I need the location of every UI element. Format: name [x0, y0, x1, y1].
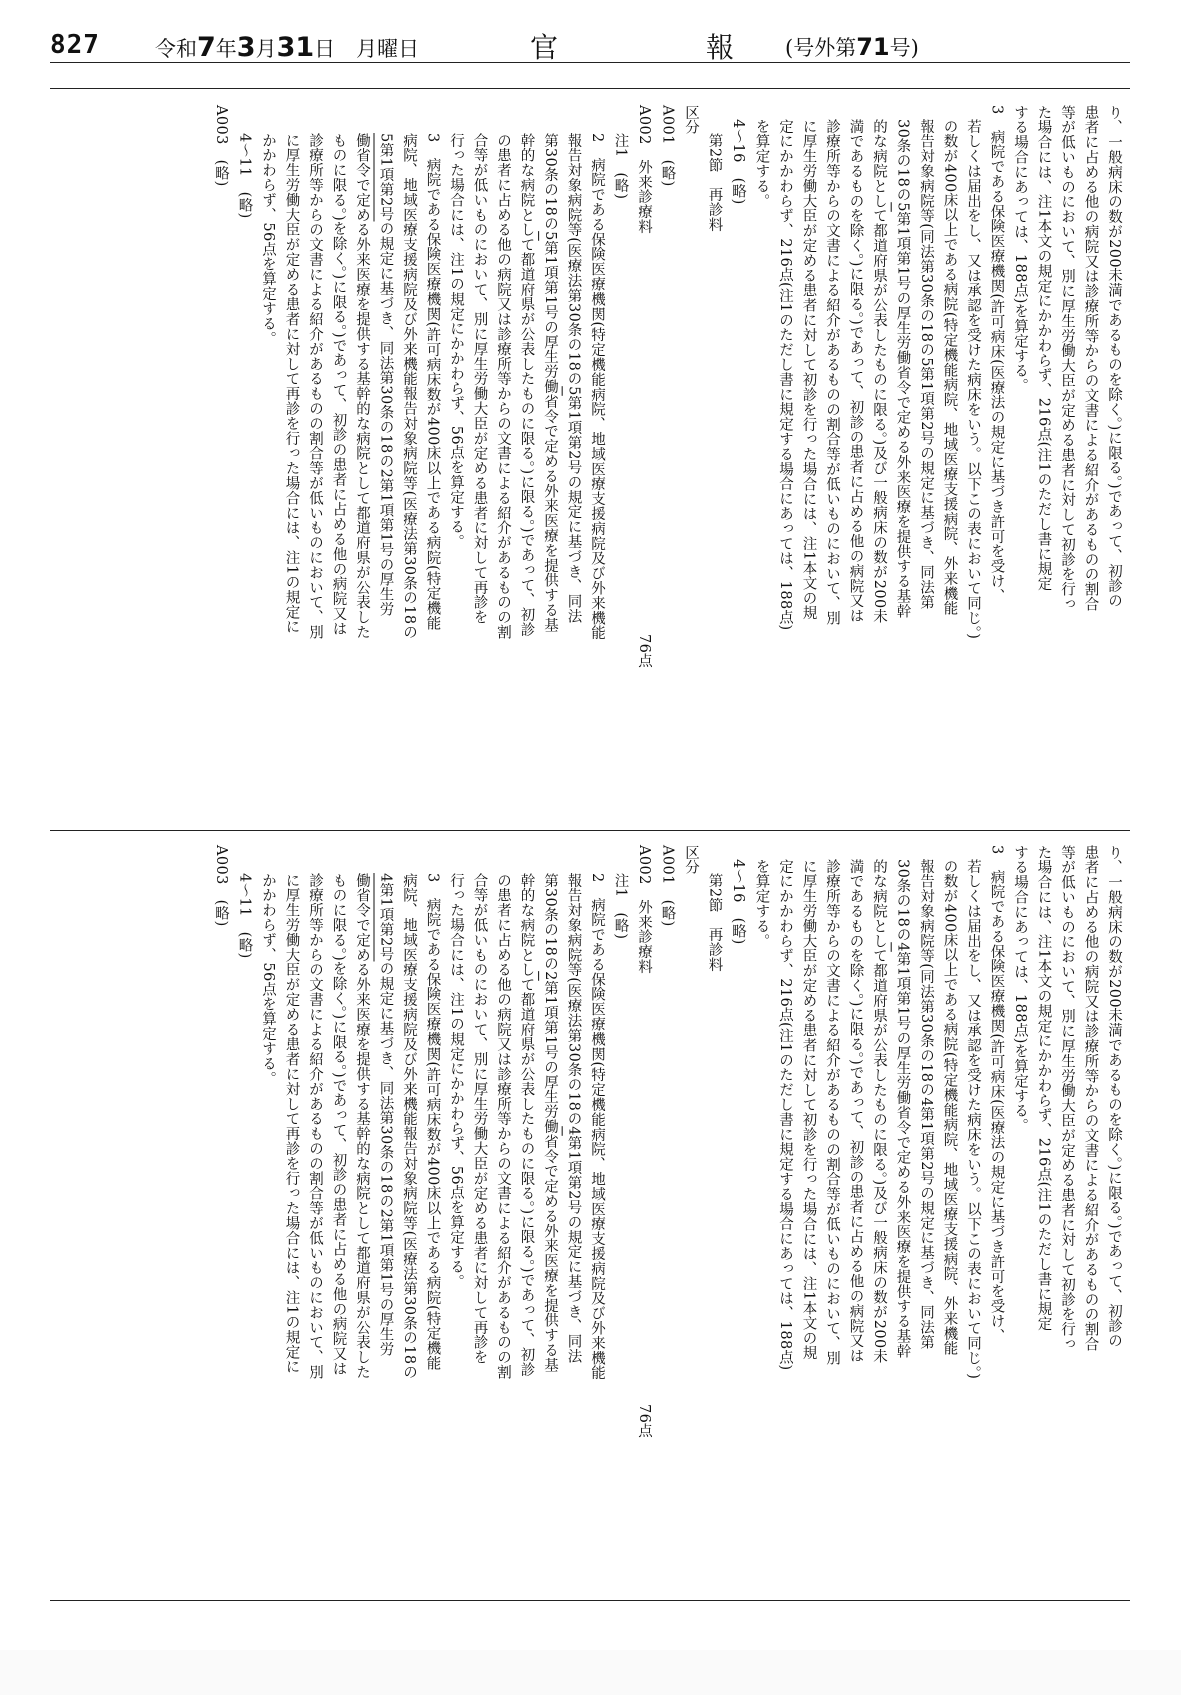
text-line: 合等が低いものにおいて、別に厚生労働大臣が定める患者に対して再診を	[471, 873, 488, 1365]
gazette-title: 官 報	[530, 31, 795, 64]
issue-number: (号外第71号)	[785, 33, 919, 61]
text-line: 等が低いものにおいて、別に厚生労働大臣が定める患者に対して初診を行っ	[1059, 105, 1075, 612]
header-rule	[50, 62, 1130, 63]
text-line: に厚生労働大臣が定める患者に対して再診を行った場合には、注1の規定に	[283, 873, 300, 1375]
division-label: 区分	[683, 845, 699, 875]
note-4-11: 4～11 (略)	[236, 873, 253, 959]
note-1: 注1 (略)	[612, 873, 629, 940]
text-line: の数が400床以上である病院(特定機能病院、地域医療支援病院、外来機能	[941, 859, 958, 1356]
text-line: に厚生労働大臣が定める患者に対して再診を行った場合には、注1の規定に	[283, 133, 300, 635]
text-line: 患者に占める他の病院又は診療所等からの文書による紹介があるものの割合	[1082, 105, 1099, 612]
text-line: 4第1項第2号の規定に基づき、同法第30条の18の2第1項第1号の厚生労	[377, 873, 394, 1357]
text-line: 患者に占める他の病院又は診療所等からの文書による紹介があるものの割合	[1082, 845, 1099, 1352]
text-line: の数が400床以上である病院(特定機能病院、地域医療支援病院、外来機能	[941, 119, 958, 616]
note-2: 2 病院である保険医療機関(特定機能病院、地域医療支援病院及び外来機能	[589, 133, 605, 641]
text-line: 4～16 (略)	[730, 859, 746, 945]
section-heading: 第2節 再診料	[706, 133, 723, 233]
page-header	[50, 22, 1130, 62]
text-line: 幹的な病院として都道府県が公表したものに限る。)に限る。)であって、初診	[518, 873, 535, 1378]
text-line: ものに限る。)を除く。)に限る。)であって、初診の患者に占める他の病院又は	[330, 873, 347, 1377]
page-footer-margin	[0, 1650, 1181, 1695]
text-line: ものに限る。)を除く。)に限る。)であって、初診の患者に占める他の病院又は	[330, 133, 347, 637]
text-line: 働省令で定める外来医療を提供する基幹的な病院として都道府県が公表した	[354, 133, 370, 640]
text-line: 行った場合には、注1の規定にかかわらず、56点を算定する。	[448, 133, 464, 550]
text-line: 等が低いものにおいて、別に厚生労働大臣が定める患者に対して初診を行っ	[1059, 845, 1075, 1352]
text-line: 合等が低いものにおいて、別に厚生労働大臣が定める患者に対して再診を	[471, 133, 488, 625]
text-line: 4～16 (略)	[730, 119, 746, 205]
points-value: 76点	[636, 634, 652, 669]
text-line: 幹的な病院として都道府県が公表したものに限る。)に限る。)であって、初診	[518, 133, 535, 638]
text-line: り、一般病床の数が200未満であるものを除く。)に限る。)であって、初診の	[1106, 845, 1122, 1349]
text-line: 第30条の18の5第1項第1号の厚生労働省令で定める外来医療を提供する基	[542, 133, 558, 633]
text-line: 第30条の18の2第1項第1号の厚生労働省令で定める外来医療を提供する基	[542, 873, 558, 1373]
text-line: 3 病院である保険医療機関(許可病床(医療法の規定に基づき許可を受け、	[988, 105, 1005, 604]
points-value: 76点	[636, 1404, 652, 1439]
text-panel-upper	[65, 105, 1125, 810]
text-line: 30条の18の5第1項第1号の厚生労働省令で定める外来医療を提供する基幹	[894, 119, 911, 619]
panel-separator	[50, 830, 1130, 831]
division-label: 区分	[683, 105, 699, 135]
top-rule	[50, 88, 1130, 89]
note-1: 注1 (略)	[612, 133, 629, 200]
text-panel-lower	[65, 845, 1125, 1585]
text-line: を算定する。	[753, 859, 770, 949]
note-2: 2 病院である保険医療機関(特定機能病院、地域医療支援病院及び外来機能	[589, 873, 605, 1381]
note-3: 3 病院である保険医療機関(許可病床数が400床以上である病院(特定機能	[424, 873, 441, 1371]
item-a003: A003 (略)	[213, 105, 229, 187]
text-line: 報告対象病院等(同法第30条の18の5第1項第2号の規定に基づき、同法第	[918, 119, 934, 610]
text-line: かかわらず、56点を算定する。	[260, 133, 276, 346]
text-line: 3 病院である保険医療機関(許可病床(医療法の規定に基づき許可を受け、	[988, 845, 1005, 1344]
text-line: 病院、地域医療支援病院及び外来機能報告対象病院等(医療法第30条の18の	[401, 133, 417, 640]
text-line: 診療所等からの文書による紹介があるものの割合等が低いものにおいて、別	[824, 119, 840, 626]
text-line: を算定する。	[753, 119, 770, 209]
text-line: 病院、地域医療支援病院及び外来機能報告対象病院等(医療法第30条の18の	[401, 873, 417, 1380]
issue-date: 令和7年3月31日 月曜日	[155, 32, 420, 63]
text-line: 的な病院として都道府県が公表したものに限る。)及び一般病床の数が200未	[871, 119, 887, 624]
text-line: に厚生労働大臣が定める患者に対して初診を行った場合には、注1本文の規	[800, 119, 817, 621]
text-line: 満であるものを除く。)に限る。)であって、初診の患者に占める他の病院又は	[847, 859, 864, 1364]
bottom-rule	[50, 1600, 1130, 1601]
note-4-11: 4～11 (略)	[236, 133, 253, 219]
text-line: た場合には、注1本文の規定にかかわらず、216点(注1のただし書に規定	[1035, 105, 1052, 592]
text-line: 満であるものを除く。)に限る。)であって、初診の患者に占める他の病院又は	[847, 119, 864, 624]
item-a002: A002 外来診療料76点	[632, 105, 656, 810]
item-a002: A002 外来診療料76点	[632, 845, 656, 1585]
text-line: 定にかかわらず、216点(注1のただし書に規定する場合にあっては、188点)	[777, 119, 793, 631]
section-heading: 第2節 再診料	[706, 873, 723, 973]
text-line: 診療所等からの文書による紹介があるものの割合等が低いものにおいて、別	[307, 873, 323, 1380]
text-line: に厚生労働大臣が定める患者に対して初診を行った場合には、注1本文の規	[800, 859, 817, 1361]
text-line: 働省令で定める外来医療を提供する基幹的な病院として都道府県が公表した	[354, 873, 370, 1380]
item-a003: A003 (略)	[213, 845, 229, 927]
text-line: する場合にあっては、188点)を算定する。	[1012, 845, 1028, 1134]
text-line: 定にかかわらず、216点(注1のただし書に規定する場合にあっては、188点)	[777, 859, 793, 1371]
text-line: 若しくは届出をし、又は承認を受けた病床をいう。以下この表において同じ。)	[965, 859, 981, 1380]
text-line: 的な病院として都道府県が公表したものに限る。)及び一般病床の数が200未	[871, 859, 887, 1364]
text-line: 30条の18の4第1項第1号の厚生労働省令で定める外来医療を提供する基幹	[894, 859, 911, 1359]
page-number: 827	[50, 30, 100, 60]
text-line: 報告対象病院等(同法第30条の18の4第1項第2号の規定に基づき、同法第	[918, 859, 934, 1350]
item-a001: A001 (略)	[659, 845, 676, 927]
text-line: 診療所等からの文書による紹介があるものの割合等が低いものにおいて、別	[307, 133, 323, 640]
text-line: り、一般病床の数が200未満であるものを除く。)に限る。)であって、初診の	[1106, 105, 1122, 609]
text-line: かかわらず、56点を算定する。	[260, 873, 276, 1086]
text-line: 行った場合には、注1の規定にかかわらず、56点を算定する。	[448, 873, 464, 1290]
text-line: 報告対象病院等(医療法第30条の18の5第1項第2号の規定に基づき、同法	[565, 133, 582, 624]
text-line: 5第1項第2号の規定に基づき、同法第30条の18の2第1項第1号の厚生労	[377, 133, 394, 617]
text-line: の患者に占める他の病院又は診療所等からの文書による紹介があるものの割	[495, 873, 511, 1380]
text-line: 若しくは届出をし、又は承認を受けた病床をいう。以下この表において同じ。)	[965, 119, 981, 640]
text-line: 診療所等からの文書による紹介があるものの割合等が低いものにおいて、別	[824, 859, 840, 1366]
text-line: た場合には、注1本文の規定にかかわらず、216点(注1のただし書に規定	[1035, 845, 1052, 1332]
note-3: 3 病院である保険医療機関(許可病床数が400床以上である病院(特定機能	[424, 133, 441, 631]
item-a001: A001 (略)	[659, 105, 676, 187]
text-line: 報告対象病院等(医療法第30条の18の4第1項第2号の規定に基づき、同法	[565, 873, 582, 1364]
text-line: する場合にあっては、188点)を算定する。	[1012, 105, 1028, 394]
text-line: の患者に占める他の病院又は診療所等からの文書による紹介があるものの割	[495, 133, 511, 640]
